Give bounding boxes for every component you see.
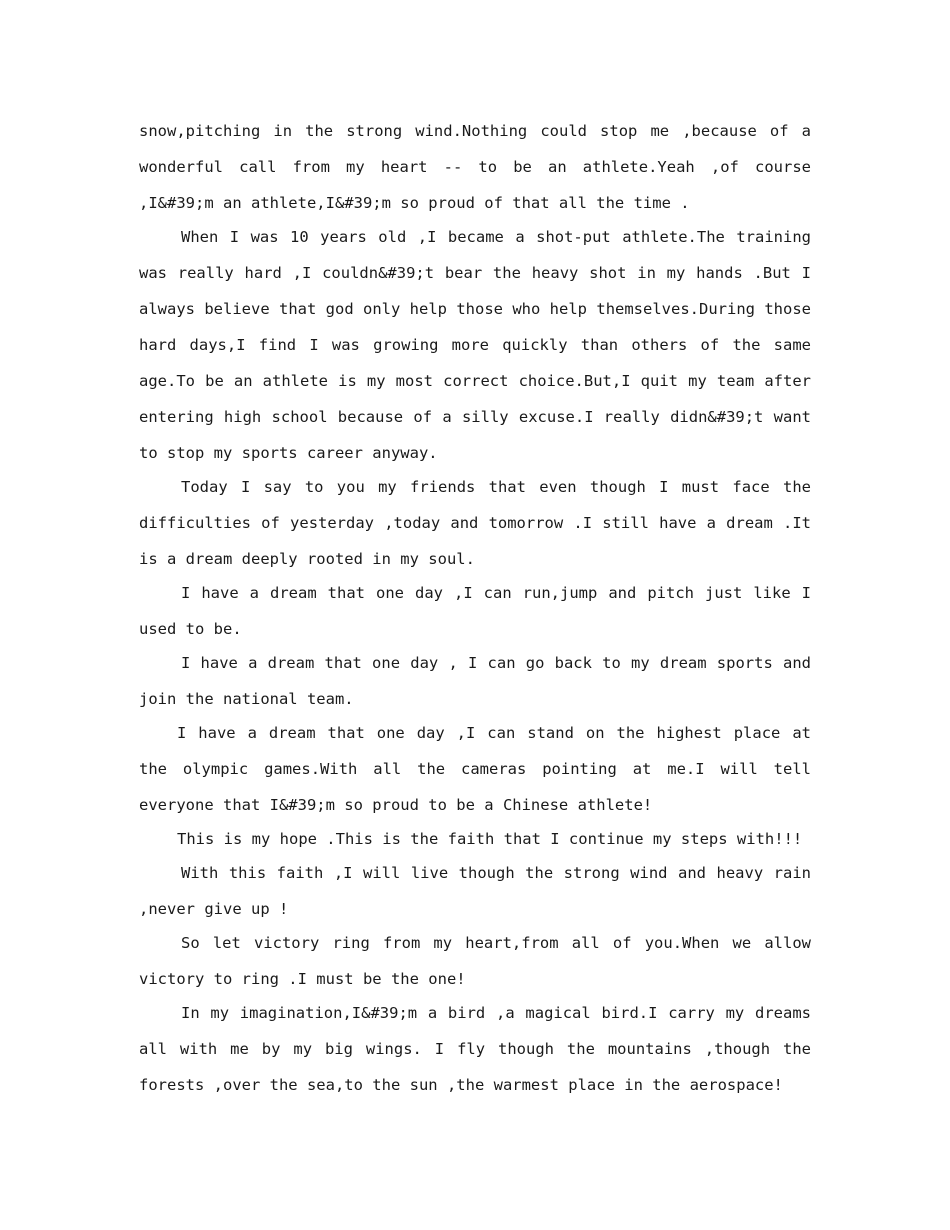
paragraph-6: I have a dream that one day ,I can stand on the highest place at the olympic games.With all the cameras pointing at me.I will tell everyone that I&#39;m so proud to be a Chinese athlete! xyxy=(139,724,811,814)
paragraph-8: With this faith ,I will live though the strong wind and heavy rain ,never give up ! xyxy=(139,864,811,918)
paragraph-3: Today I say to you my friends that even though I must face the difficulties of yesterday ,today and tomorrow .I still have a dream .It is a dream deeply rooted in my soul. xyxy=(139,478,811,568)
paragraph-1: snow,pitching in the strong wind.Nothing could stop me ,because of a wonderful call from my heart -- to be an athlete.Yeah ,of course ,I&#39;m an athlete,I&#39;m so proud of that all the time . xyxy=(139,122,811,212)
paragraph-10: In my imagination,I&#39;m a bird ,a magical bird.I carry my dreams all with me by my big wings. I fly though the mountains ,though the forests ,over the sea,to the sun ,the warmest place in the aerospace! xyxy=(139,1004,811,1094)
paragraph-4: I have a dream that one day ,I can run,jump and pitch just like I used to be. xyxy=(139,584,811,638)
paragraph-7: This is my hope .This is the faith that I continue my steps with!!! xyxy=(177,830,803,848)
paragraph-2: When I was 10 years old ,I became a shot-put athlete.The training was really hard ,I couldn&#39;t bear the heavy shot in my hands .But I always believe that god only help those who help themselves.During those hard days,I find I was growing more quickly than others of the same age.To be an athlete is my most correct choice.But,I quit my team after entering high school because of a silly excuse.I really didn&#39;t want to stop my sports career anyway. xyxy=(139,228,811,462)
paragraph-9: So let victory ring from my heart,from all of you.When we allow victory to ring .I must be the one! xyxy=(139,934,811,988)
paragraph-5: I have a dream that one day , I can go back to my dream sports and join the national team. xyxy=(139,654,811,708)
document-body xyxy=(139,113,811,1101)
